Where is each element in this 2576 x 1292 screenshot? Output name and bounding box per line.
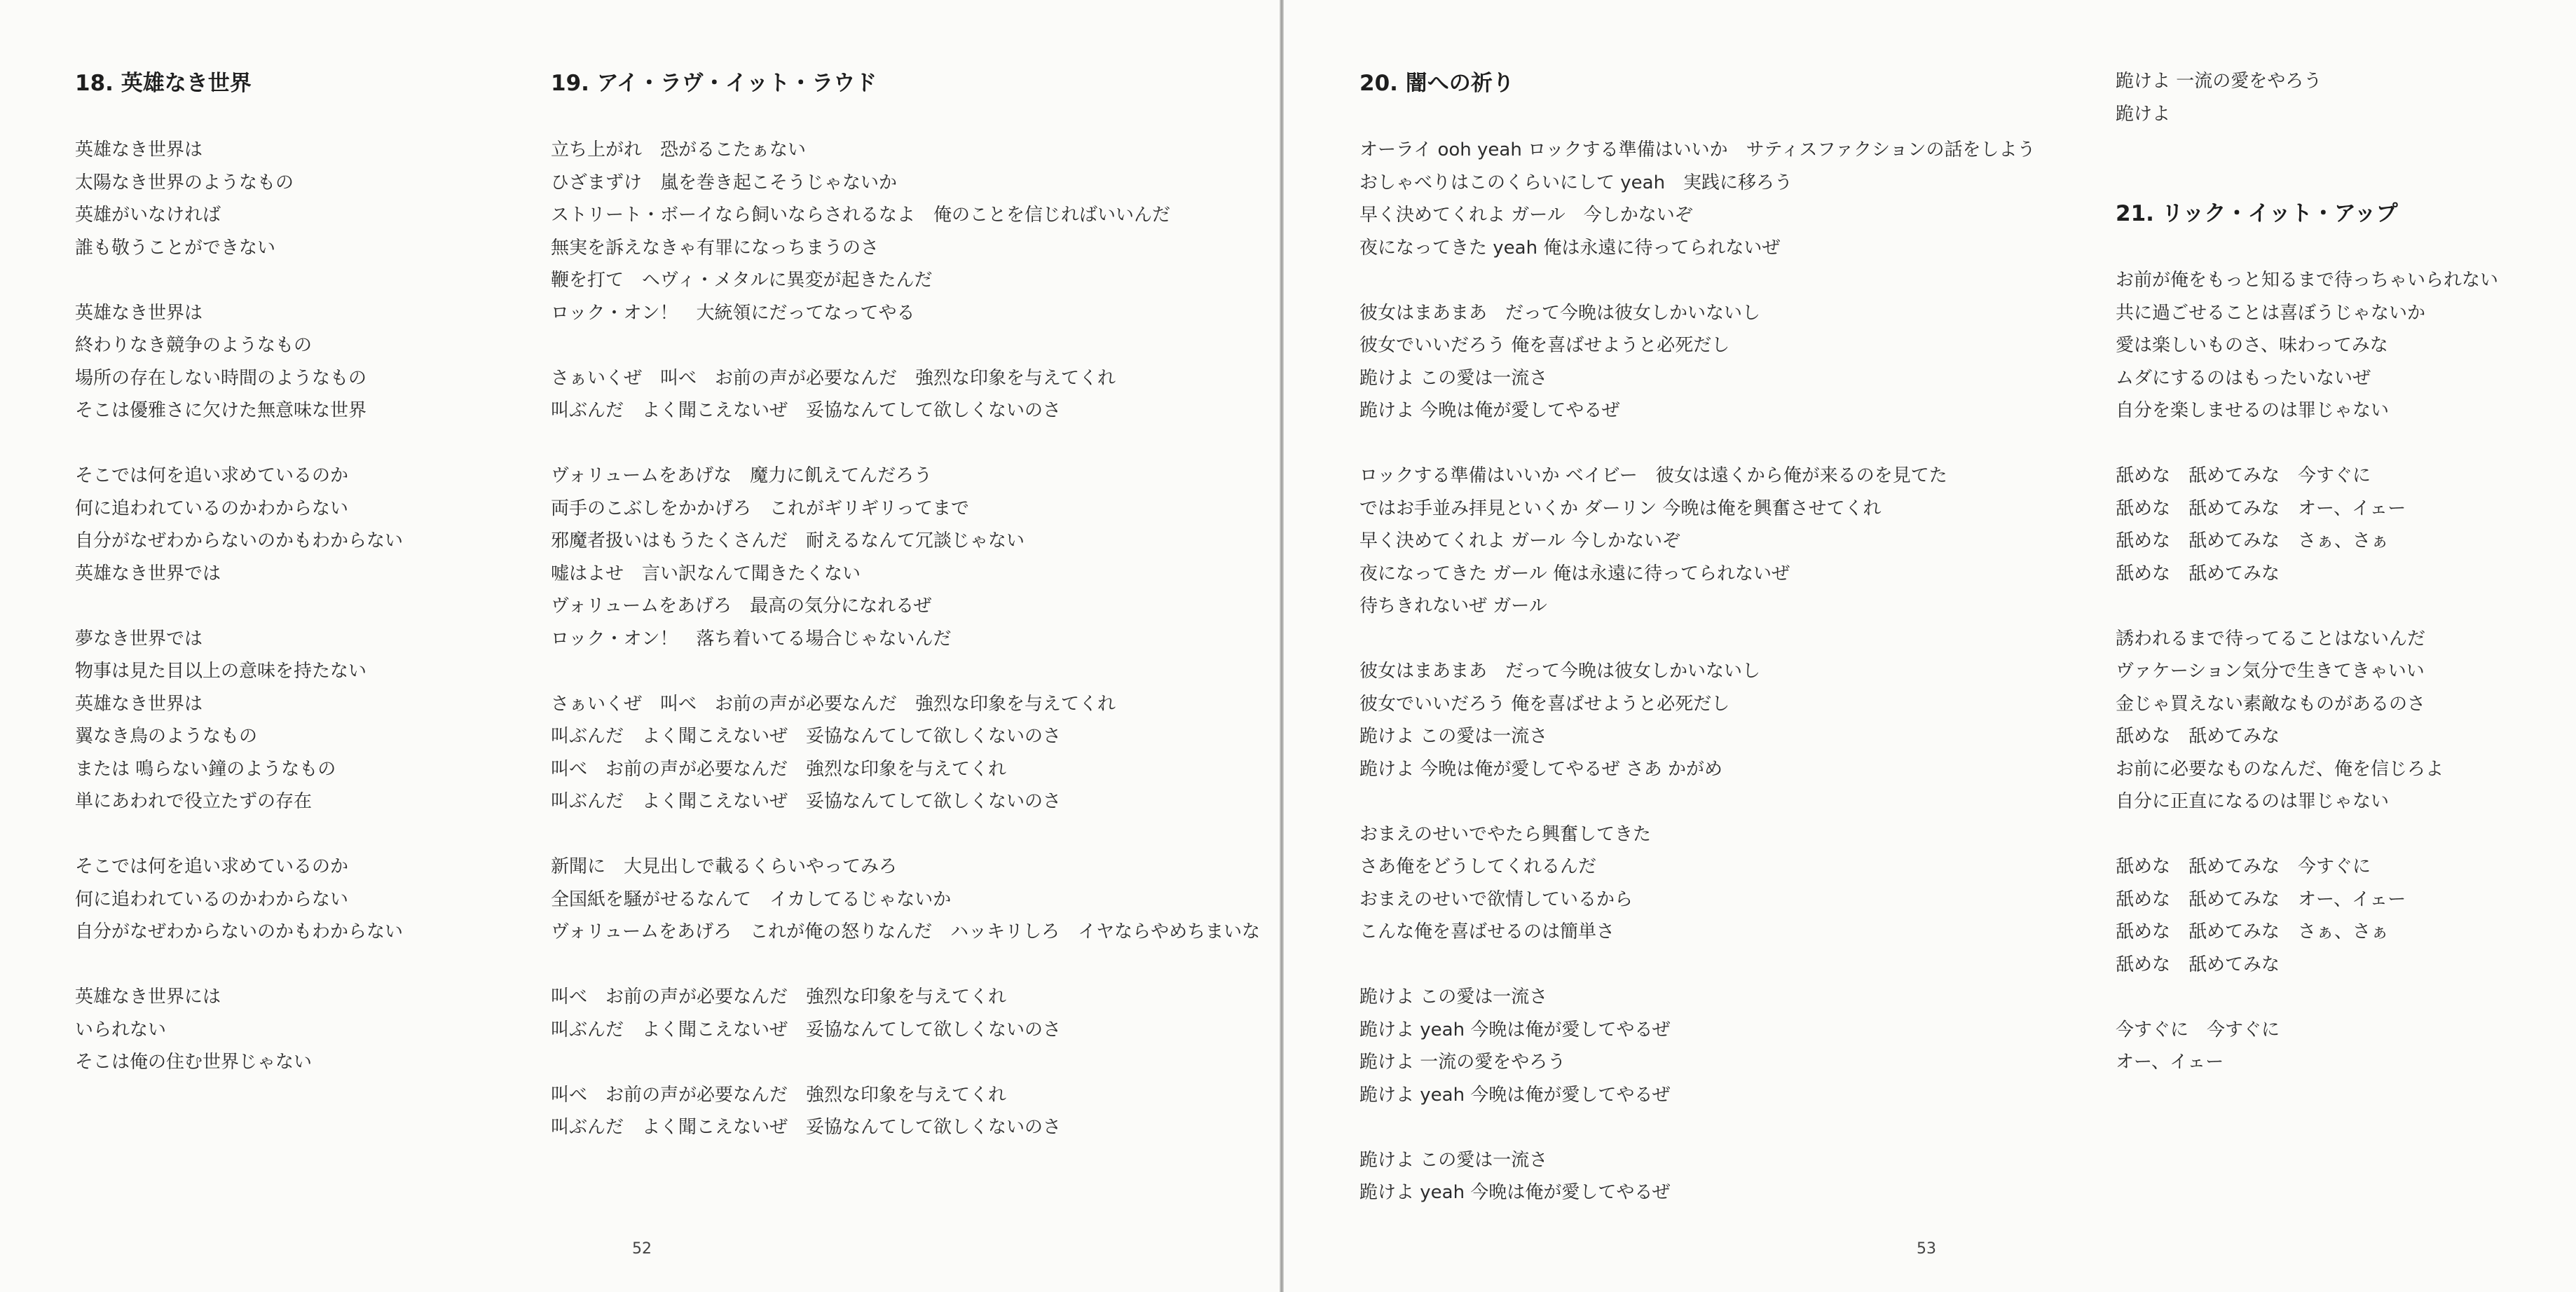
lyric-line: 叫ぶんだ よく聞こえないぜ 妥協なんてして欲しくないのさ (551, 1019, 1062, 1040)
lyric-line: 夢なき世界では (75, 628, 203, 650)
lyric-stanza (551, 688, 1260, 818)
lyric-line: 叫べ お前の声が必要なんだ 強烈な印象を与えてくれ (551, 987, 1007, 1008)
lyric-line: オー、イェー (2116, 1052, 2224, 1073)
lyric-line: 叫べ お前の声が必要なんだ 強烈な印象を与えてくれ (551, 758, 1007, 780)
lyric-stanza (75, 297, 403, 427)
lyric-stanza (1359, 655, 2035, 785)
lyric-stanza (2116, 1014, 2498, 1079)
lyric-stanza (2116, 264, 2498, 427)
lyric-line: 彼女でいいだろう 俺を喜ばせようと必死だし (1359, 335, 1730, 356)
lyric-line: 跪けよ yeah 今晩は俺が愛してやるぜ (1359, 1019, 1671, 1040)
lyric-line: 場所の存在しない時間のようなもの (75, 367, 367, 389)
lyric-line: 誘われるまで待ってることはないんだ (2116, 628, 2426, 650)
lyric-line: 跪けよ この愛は一流さ (1359, 367, 1548, 389)
lyric-line: 自分がなぜわからないのかもわからない (75, 921, 404, 942)
lyric-line: 夜になってきた ガール 俺は永遠に待ってられないぜ (1359, 563, 1790, 584)
lyric-line: 舐めな 舐めてみな (2116, 954, 2280, 975)
song-20-continued (2116, 65, 2322, 163)
lyric-line: 跪けよ yeah 今晩は俺が愛してやるぜ (1359, 1084, 1671, 1106)
lyric-line: こんな俺を喜ばせるのは簡単さ (1359, 921, 1615, 942)
lyric-line: 跪けよ (2116, 103, 2171, 125)
lyric-line: ヴァケーション気分で生きてきゃいい (2116, 661, 2425, 682)
lyric-line: さぁいくぜ 叫べ お前の声が必要なんだ 強烈な印象を与えてくれ (551, 693, 1116, 715)
lyric-line: 跪けよ この愛は一流さ (1359, 987, 1548, 1008)
lyric-line: 何に追われているのかわからない (75, 497, 349, 519)
lyric-line: 舐めな 舐めてみな 今すぐに (2116, 465, 2371, 486)
lyric-stanza (1359, 134, 2035, 264)
lyric-stanza (551, 460, 1260, 655)
lyric-line: ムダにするのはもったいないぜ (2116, 367, 2371, 389)
lyric-line: 誰も敬うことができない (75, 237, 276, 259)
lyric-line: 跪けよ 一流の愛をやろう (1359, 1052, 1566, 1073)
lyric-line: 舐めな 舐めてみな オー、イェー (2116, 497, 2406, 519)
lyric-line: 叫ぶんだ よく聞こえないぜ 妥協なんてして欲しくないのさ (551, 400, 1062, 421)
lyric-stanza (75, 851, 403, 949)
lyric-line: 跪けよ この愛は一流さ (1359, 726, 1548, 747)
lyric-line: そこでは何を追い求めているのか (75, 465, 349, 486)
lyric-line: 舐めな 舐めてみな さぁ、さぁ (2116, 530, 2390, 551)
lyric-line: 舐めな 舐めてみな (2116, 563, 2280, 584)
lyric-line: 待ちきれないぜ ガール (1359, 596, 1547, 617)
lyric-stanza (2116, 65, 2322, 130)
lyric-stanza (1359, 1144, 2035, 1209)
lyric-line: おまえのせいで欲情しているから (1359, 888, 1633, 910)
lyric-line: 鞭を打て ヘヴィ・メタルに異変が起きたんだ (551, 270, 933, 291)
song-title: 21. リック・イット・アップ (2116, 201, 2398, 226)
lyric-line: 愛は楽しいものさ、味わってみな (2116, 335, 2388, 356)
lyric-line: 舐めな 舐めてみな 今すぐに (2116, 856, 2371, 877)
lyric-line: おしゃべりはこのくらいにして yeah 実践に移ろう (1359, 172, 1793, 193)
lyric-line: 無実を訴えなきゃ有罪になっちまうのさ (551, 237, 879, 259)
lyric-line: オーライ ooh yeah ロックする準備はいいか サティスファクションの話をしよう (1359, 139, 2036, 160)
lyric-line: 跪けよ yeah 今晩は俺が愛してやるぜ (1359, 1182, 1671, 1203)
lyric-stanza (75, 981, 403, 1079)
lyric-line: 叫ぶんだ よく聞こえないぜ 妥協なんてして欲しくないのさ (551, 1117, 1062, 1138)
lyric-line: 彼女はまあまあ だって今晩は彼女しかいないし (1359, 302, 1761, 324)
lyric-line: 英雄なき世界では (75, 563, 221, 584)
lyric-line: 嘘はよせ 言い訳なんて聞きたくない (551, 563, 861, 584)
lyric-line: ではお手並み拝見といくか ダーリン 今晩は俺を興奮させてくれ (1359, 497, 1882, 519)
lyric-line: 英雄なき世界は (75, 139, 203, 160)
lyric-line: または 鳴らない鐘のようなもの (75, 758, 336, 780)
right-page (1284, 0, 2576, 1292)
lyric-stanza (1359, 297, 2035, 427)
lyric-line: 自分に正直になるのは罪じゃない (2116, 791, 2390, 812)
lyric-line: ストリート・ボーイなら飼いならされるなよ 俺のことを信じればいいんだ (551, 205, 1171, 226)
lyric-line: 今すぐに 今すぐに (2116, 1019, 2280, 1040)
lyric-line: 物事は見た目以上の意味を持たない (75, 661, 367, 682)
lyric-line: 邪魔者扱いはもうたくさんだ 耐えるなんて冗談じゃない (551, 530, 1025, 551)
song-title: 18. 英雄なき世界 (75, 71, 252, 96)
song-18 (75, 68, 403, 1111)
lyric-line: 跪けよ 今晩は俺が愛してやるぜ さあ かがめ (1359, 758, 1723, 780)
lyric-line: お前が俺をもっと知るまで待っちゃいられない (2116, 270, 2499, 291)
lyric-line: 舐めな 舐めてみな さぁ、さぁ (2116, 921, 2390, 942)
lyric-line: 単にあわれで役立たずの存在 (75, 791, 313, 812)
lyric-stanza (551, 981, 1260, 1046)
lyric-line: そこでは何を追い求めているのか (75, 856, 349, 877)
lyric-line: 全国紙を騒がせるなんて イカしてるじゃないか (551, 888, 952, 910)
lyric-line: 彼女でいいだろう 俺を喜ばせようと必死だし (1359, 693, 1730, 715)
lyric-line: 翼なき鳥のようなもの (75, 726, 258, 747)
lyric-line: ヴォリュームをあげな 魔力に飢えてんだろう (551, 465, 933, 486)
lyric-line: そこは優雅さに欠けた無意味な世界 (75, 400, 367, 421)
lyric-line: おまえのせいでやたら興奮してきた (1359, 823, 1652, 845)
lyric-line: 自分がなぜわからないのかもわからない (75, 530, 404, 551)
song-19 (551, 68, 1260, 1176)
lyric-stanza (75, 460, 403, 590)
lyric-line: 跪けよ この愛は一流さ (1359, 1149, 1548, 1171)
lyric-stanza (2116, 851, 2498, 981)
lyric-line: 夜になってきた yeah 俺は永遠に待ってられないぜ (1359, 237, 1781, 259)
lyric-line: ロックする準備はいいか ベイビー 彼女は遠くから俺が来るのを見てた (1359, 465, 1947, 486)
lyric-stanza (2116, 623, 2498, 818)
lyric-stanza (551, 134, 1260, 329)
lyric-stanza (1359, 818, 2035, 949)
lyric-line: 英雄がいなければ (75, 205, 221, 226)
lyric-line: 自分を楽しませるのは罪じゃない (2116, 400, 2390, 421)
page-number-right: 53 (1917, 1240, 1936, 1258)
lyric-line: いられない (75, 1019, 167, 1040)
lyric-line: さあ俺をどうしてくれるんだ (1359, 856, 1597, 877)
lyric-line: 早く決めてくれよ ガール 今しかないぞ (1359, 530, 1681, 551)
lyric-line: ひざまずけ 嵐を巻き起こそうじゃないか (551, 172, 898, 193)
lyric-line: 早く決めてくれよ ガール 今しかないぞ (1359, 205, 1693, 226)
song-21 (2116, 198, 2498, 1111)
lyric-line: お前に必要なものなんだ、俺を信じろよ (2116, 758, 2444, 780)
lyric-line: そこは俺の住む世界じゃない (75, 1052, 313, 1073)
lyric-stanza (551, 851, 1260, 949)
lyric-line: 両手のこぶしをかかげろ これがギリギリってまで (551, 497, 969, 519)
song-title: 20. 闇への祈り (1359, 71, 1514, 96)
lyric-line: 叫ぶんだ よく聞こえないぜ 妥協なんてして欲しくないのさ (551, 726, 1062, 747)
lyric-line: ロック・オン！ 大統領にだってなってやる (551, 302, 915, 324)
lyric-line: 立ち上がれ 恐がるこたぁない (551, 139, 807, 160)
lyric-stanza (1359, 460, 2035, 623)
lyric-stanza (2116, 460, 2498, 590)
lyric-line: 金じゃ買えない素敵なものがあるのさ (2116, 693, 2426, 715)
lyric-line: 叫ぶんだ よく聞こえないぜ 妥協なんてして欲しくないのさ (551, 791, 1062, 812)
song-20 (1359, 68, 2035, 1242)
lyric-line: 新聞に 大見出しで載るくらいやってみろ (551, 856, 898, 877)
left-page (0, 0, 1280, 1292)
lyric-line: ヴォリュームをあげろ これが俺の怒りなんだ ハッキリしろ イヤならやめちまいな (551, 921, 1261, 942)
lyric-line: 共に過ごせることは喜ぼうじゃないか (2116, 302, 2426, 324)
lyric-line: 叫べ お前の声が必要なんだ 強烈な印象を与えてくれ (551, 1084, 1007, 1106)
lyric-line: 英雄なき世界には (75, 987, 221, 1008)
lyric-stanza (551, 1079, 1260, 1144)
song-title: 19. アイ・ラヴ・イット・ラウド (551, 71, 877, 96)
lyric-line: 英雄なき世界は (75, 693, 203, 715)
page-number-left: 52 (632, 1240, 652, 1258)
lyric-line: さぁいくぜ 叫べ お前の声が必要なんだ 強烈な印象を与えてくれ (551, 367, 1116, 389)
lyric-line: ヴォリュームをあげろ 最高の気分になれるぜ (551, 596, 932, 617)
lyric-stanza (551, 362, 1260, 427)
lyric-line: 太陽なき世界のようなもの (75, 172, 294, 193)
lyric-line: 何に追われているのかわからない (75, 888, 349, 910)
lyric-line: 終わりなき競争のようなもの (75, 335, 313, 356)
lyric-line: 舐めな 舐めてみな (2116, 726, 2280, 747)
lyric-line: 跪けよ 今晩は俺が愛してやるぜ (1359, 400, 1620, 421)
lyric-line: 跪けよ 一流の愛をやろう (2116, 71, 2322, 92)
lyric-line: 彼女はまあまあ だって今晩は彼女しかいないし (1359, 661, 1761, 682)
lyric-stanza (75, 623, 403, 818)
lyric-line: ロック・オン！ 落ち着いてる場合じゃないんだ (551, 628, 952, 650)
lyric-stanza (1359, 981, 2035, 1111)
lyric-line: 英雄なき世界は (75, 302, 203, 324)
lyric-stanza (75, 134, 403, 264)
lyric-line: 舐めな 舐めてみな オー、イェー (2116, 888, 2406, 910)
